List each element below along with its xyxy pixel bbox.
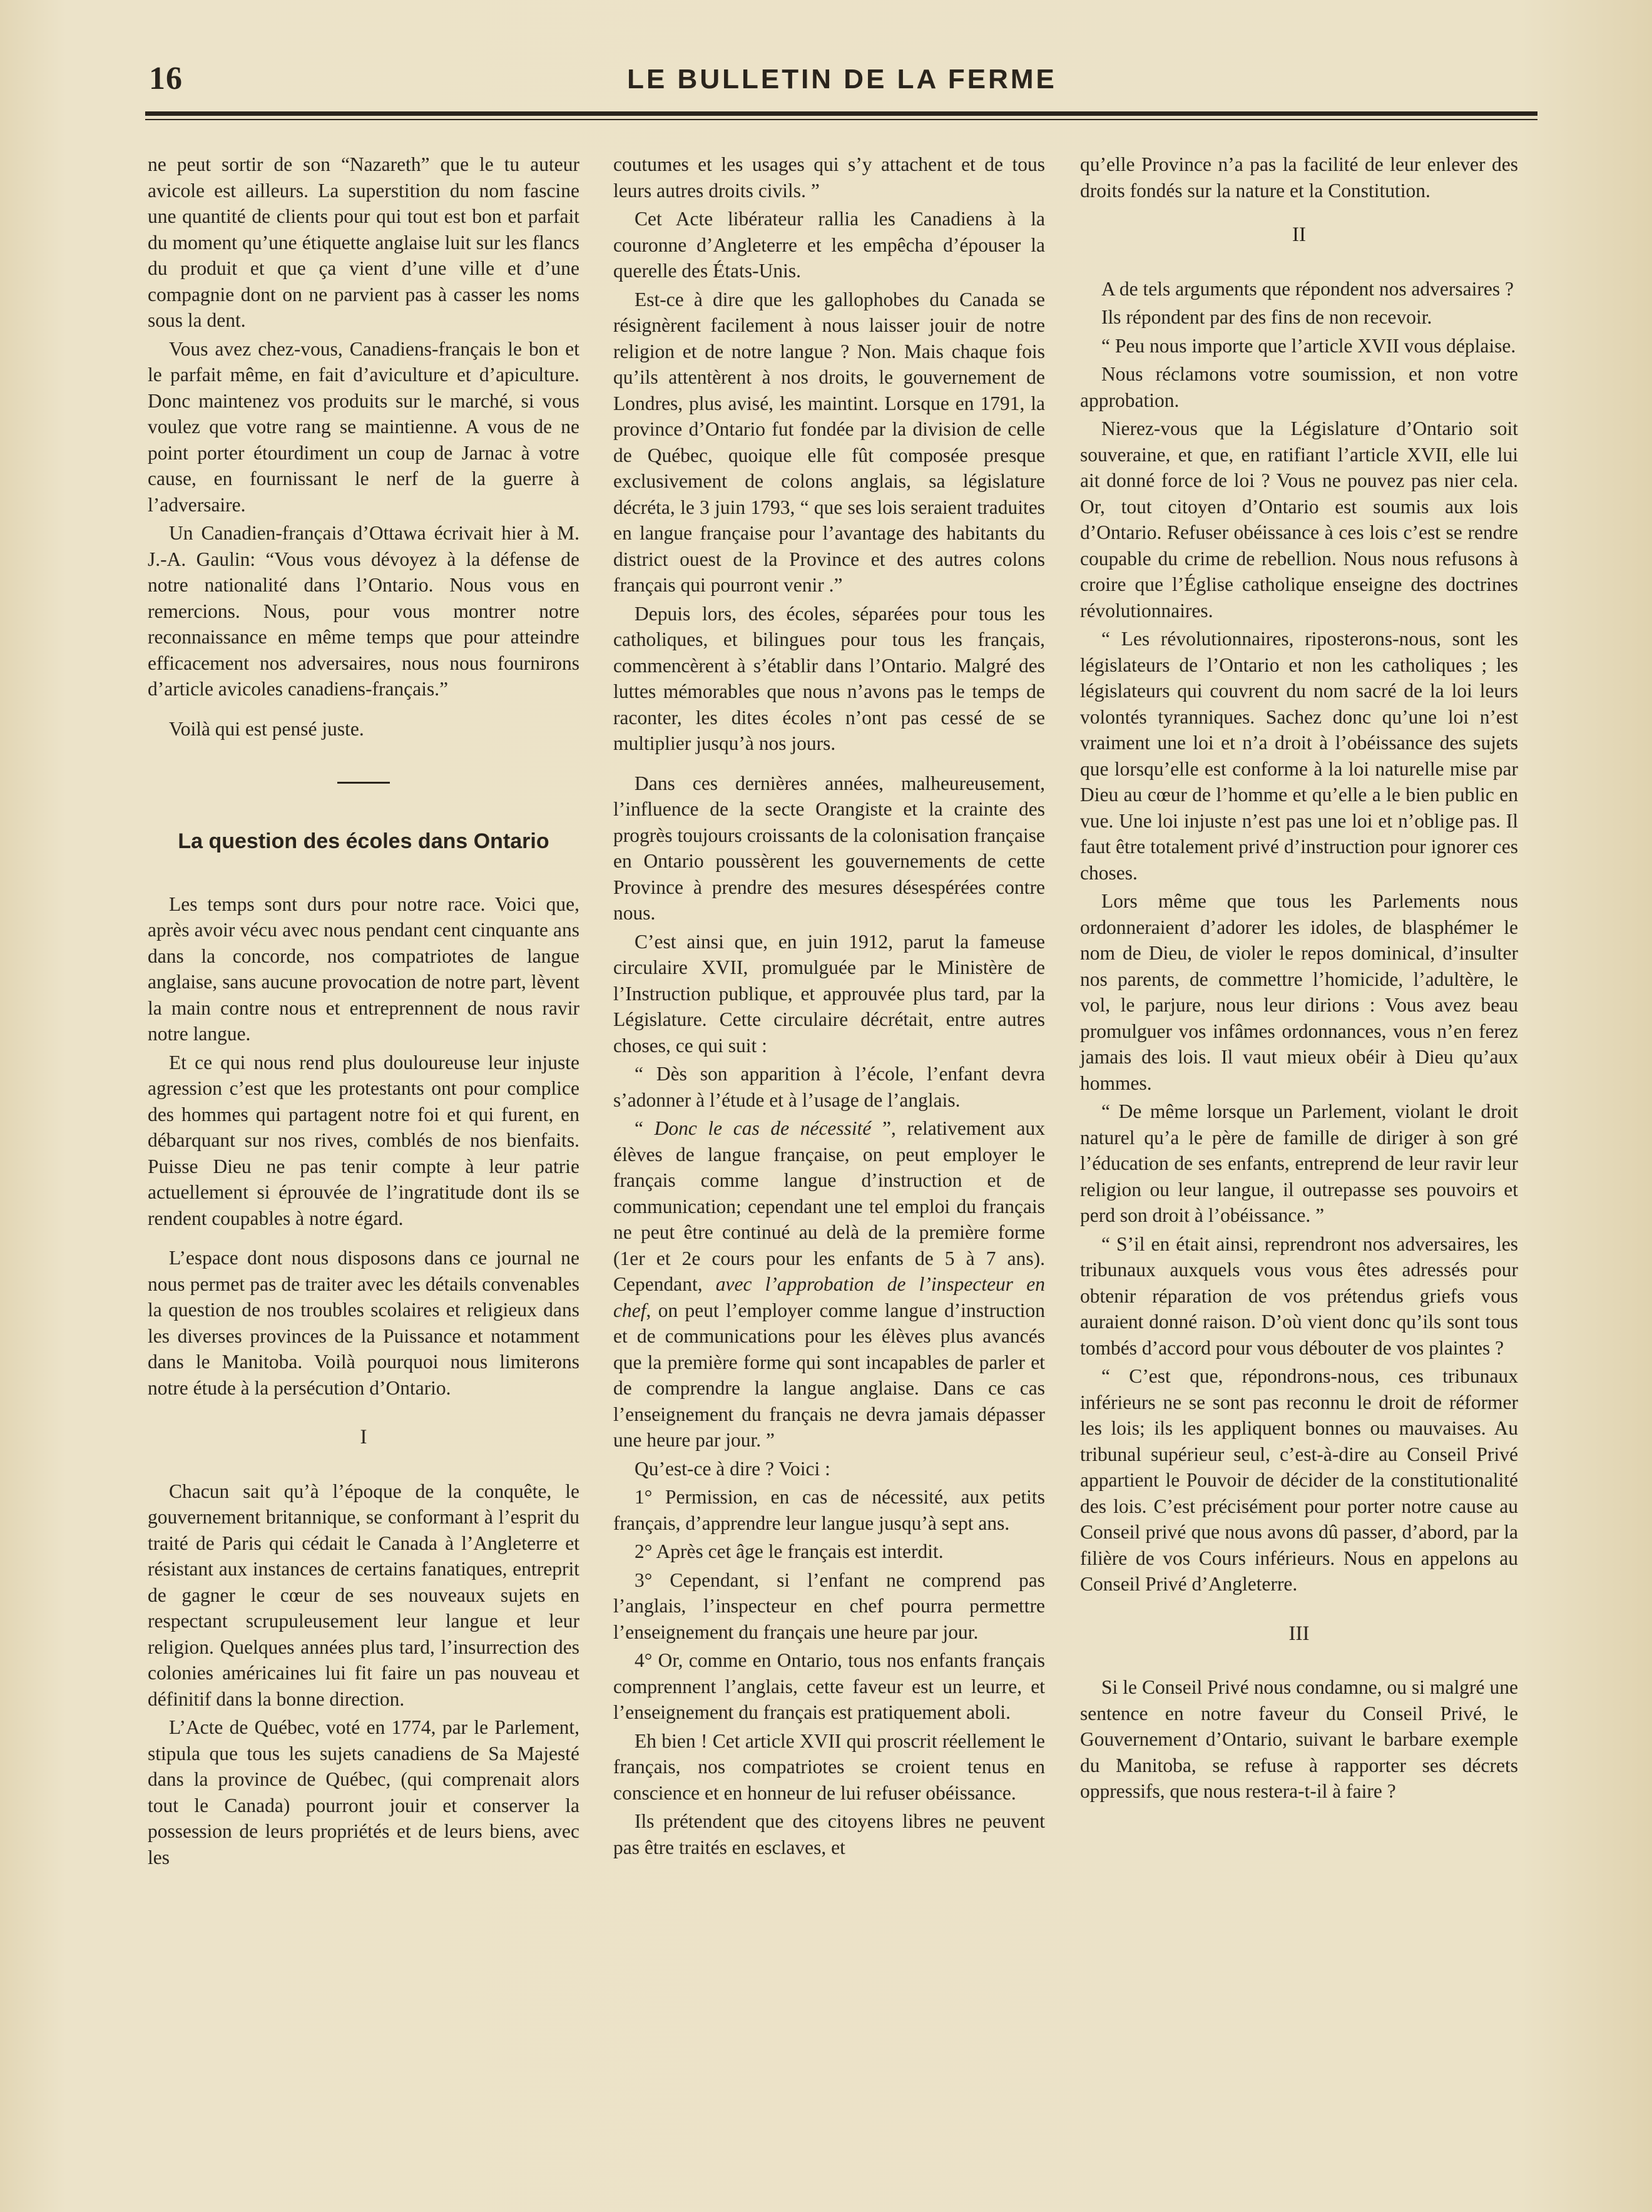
paragraph: Cet Acte libérateur rallia les Canadiens à la couronne d’Angleterre et les empêcha d’épouser la querelle des États-Unis. [613,208,1045,282]
text-column-2 [613,151,1045,1863]
header-rule-thin [145,119,1537,120]
paragraph: Nous réclamons votre soumission, et non votre approbation. [1080,363,1518,411]
running-head [149,60,1535,110]
paragraph: 3° Cependant, si l’enfant ne comprend pas l’anglais, l’inspecteur en chef pourra permettre l’enseignement du français une heure par jour. [613,1569,1045,1643]
paragraph: Nierez-vous que la Législature d’Ontario soit souveraine, et que, en ratifiant l’article XVII, elle lui ait donné force de loi ? Vous ne pouvez pas nier cela. Or, tout citoyen d’Ontario est soumis aux lois d’Ontario. Refuser obéissance à ces lois c’est se rendre coupable du crime de rebellion. Nous nous refusons à croire que l’Église catholique enseigne des doctrines révolutionnaires. [1080,417,1518,622]
text-column-3 [1080,151,1518,1807]
paragraph: 1° Permission, en cas de nécessité, aux petits français, d’apprendre leur langue jusqu’à sept ans. [613,1486,1045,1534]
publication-title: LE BULLETIN DE LA FERME [627,64,1057,95]
paragraph: Voilà qui est pensé juste. [169,717,364,740]
paragraph: C’est ainsi que, en juin 1912, parut la fameuse circulaire XVII, promulguée par le Ministère de l’Instruction publique, et approuvée plus tard, par la Législature. Cette circulaire décrétait, entre autres choses, ce qui suit : [613,930,1045,1057]
paragraph: coutumes et les usages qui s’y attachent et de tous leurs autres droits civils. ” [613,153,1045,202]
paragraph: A de tels arguments que répondent nos adversaires ? [1101,277,1514,300]
paragraph: Et ce qui nous rend plus douloureuse leur injuste agression c’est que les protestants ont pour complice des hommes qui partagent notre foi et qui furent, en débarquant sur nos rives, comblés de nos bienfaits. Puisse Dieu ne pas tenir compte à leur patrie actuellement si éprouvée de l’ingratitude dont ils se rendent coupables à notre égard. [148,1051,579,1229]
paragraph: “ Peu nous importe que l’article XVII vous déplaise. [1101,334,1516,357]
paragraph: “ C’est que, répondrons-nous, ces tribunaux inférieurs ne se sont pas reconnu le droit de réformer les lois; ils les appliquent bonnes ou mauvaises. Au tribunal supérieur seul, c’est-à-dire au Conseil Privé appartient le Pouvoir de décider de la constitutionalité des lois. C’est précisément pour porter notre cause au Conseil privé que nous avons dû passer, d’abord, par la filière de vos Cours inférieurs. Nous en appelons au Conseil Privé d’Angleterre. [1080,1365,1518,1595]
paragraph: 4° Or, comme en Ontario, tous nos enfants français comprennent l’anglais, cette faveur est un leurre, et l’enseignement du français est pratiquement aboli. [613,1649,1045,1723]
paragraph: “ Donc le cas de nécessité ”, relativement aux élèves de langue française, on peut employer le français comme langue d’instruction et de communication; cependant une tel emploi du français ne peut être continué au delà de la première forme (1er et 2e cours pour les enfants de 5 à 7 ans). Cependant, avec l’approbation de l’inspecteur en chef, on peut l’employer comme langue d’instruction et de communications pour les élèves plus avancés que la première forme qui sont incapables de parler et de comprendre la langue anglaise. Dans ce cas l’enseignement du français ne devra jamais dépasser une heure par jour. ” [613,1117,1045,1451]
section-numeral: I [360,1426,367,1448]
paragraph: L’Acte de Québec, voté en 1774, par le Parlement, stipula que tous les sujets canadiens de Sa Majesté dans la province de Québec, (qui comprenait alors tout le Canada) pourront jouir et conserver la possession de leurs propriétés et de leurs biens, avec les [148,1716,579,1868]
paragraph: ne peut sortir de son “Nazareth” que le tu auteur avicole est ailleurs. La superstition du nom fascine une quantité de clients pour qui tout est bon et parfait du moment qu’une étiquette anglaise luit sur les flancs du produit et que ça vient d’une ville et d’une compagnie dont on ne parvient pas à casser les noms sous la dent. [148,153,579,331]
paragraph: L’espace dont nous disposons dans ce journal ne nous permet pas de traiter avec les détails convenables la question de nos troubles scolaires et religieux dans les diverses provinces de la Puissance et notamment dans le Manitoba. Voilà pourquoi nous limiterons notre étude à la persécution d’Ontario. [148,1247,579,1399]
paragraph: “ Les révolutionnaires, riposterons-nous, sont les législateurs de l’Ontario et non les catholiques ; les législateurs qui couvrent du nom sacré de la loi leurs volontés tyranniques. Sachez donc qu’une loi n’est vraiment une loi et n’a droit à l’obéissance des sujets que lorsqu’elle est conforme à la loi naturelle mise par Dieu au cœur de l’homme et qu’elle a le bien public en vue. Une loi injuste n’est pas une loi et n’oblige pas. Il faut être totalement privé d’instruction pour ignorer ces choses. [1080,628,1518,884]
paragraph: Vous avez chez-vous, Canadiens-français le bon et le parfait même, en fait d’aviculture et d’apiculture. Donc maintenez vos produits sur le marché, si vous voulez que votre rang se maintienne. A vous de ne point porter étourdiment un coup de Jarnac à votre cause, en fournissant le nerf de la guerre à l’adversaire. [148,337,579,516]
paragraph: Dans ces dernières années, malheureusement, l’influence de la secte Orangiste et la crainte des progrès toujours croissants de la colonisation française en Ontario poussèrent les gouvernements de cette Province à prendre des mesures désespérées contre nous. [613,772,1045,924]
section-divider [337,782,390,784]
paragraph: Si le Conseil Privé nous condamne, ou si malgré une sentence en notre faveur du Conseil Privé, le Gouvernement d’Ontario, suivant le barbare exemple du Manitoba, se refuse à rapporter ses décrets oppressifs, que nous restera-t-il à faire ? [1080,1676,1518,1802]
paragraph: “ De même lorsque un Parlement, violant le droit naturel qu’a le père de famille de diriger à son gré l’éducation de ses enfants, entreprend de leur ravir leur religion ou leur langue, il outrepasse ses pouvoirs et perd son droit à l’obéissance. ” [1080,1100,1518,1226]
article-headline: La question des écoles dans Ontario [178,829,549,853]
paragraph: Est-ce à dire que les gallophobes du Canada se résignèrent facilement à nous laisser jouir de notre religion et de notre langue ? Non. Mais chaque fois qu’ils attentèrent à nos droits, le gouvernement de Londres, plus avisé, les maintint. Lorsque en 1791, la province d’Ontario fut fondée par la division de celle de Québec, quoique elle fût composée presque exclusivement de colons anglais, sa législature décréta, le 3 juin 1793, “ que ses lois seraient traduites en langue française pour l’avantage des habitants du district ouest de la Province et des autres colons français qui pourront venir .” [613,288,1045,596]
paragraph: Depuis lors, des écoles, séparées pour tous les catholiques, et bilingues pour tous les français, commencèrent à s’établir dans l’Ontario. Malgré des luttes mémorables que nous n’avons pas le temps de raconter, les dites écoles n’ont pas cessé de se multiplier jusqu’à nos jours. [613,602,1045,754]
paragraph: Les temps sont durs pour notre race. Voici que, après avoir vécu avec nous pendant cent cinquante ans dans la concorde, nos compatriotes de langue anglaise, sans aucune provocation de notre part, lèvent la main contre nous et entreprennent de nous ravir notre langue. [148,893,579,1045]
paragraph: Ils répondent par des fins de non recevoir. [1101,306,1432,328]
paragraph: Lors même que tous les Parlements nous ordonneraient d’adorer les idoles, de blasphémer le nom de Dieu, de violer le repos dominical, d’insulter nos parents, de commettre l’homicide, l’adultère, le vol, le parjure, nous leur dirions : Vous avez beau promulguer vos infâmes ordonnances, vous n’en ferez jamais des lois. Il vaut mieux obéir à Dieu qu’aux hommes. [1080,890,1518,1094]
paragraph: Chacun sait qu’à l’époque de la conquête, le gouvernement britannique, se conformant à l’esprit du traité de Paris qui cédait le Canada à l’Angleterre et résistant aux instances de certains fanatiques, entreprit de gagner le cœur de ses nouveaux sujets en respectant scrupuleusement leur langue et leur religion. Quelques années plus tard, l’insurrection des colonies américaines lui fit faire un pas nouveau et définitif dans la bonne direction. [148,1480,579,1710]
paragraph: Qu’est-ce à dire ? Voici : [635,1457,830,1480]
paragraph: Ils prétendent que des citoyens libres ne peuvent pas être traités en esclaves, et [613,1810,1045,1858]
section-numeral: III [1288,1622,1310,1645]
paragraph: Eh bien ! Cet article XVII qui proscrit réellement le français, nos compatriotes se croient tenus en conscience et en honneur de lui refuser obéissance. [613,1729,1045,1804]
paragraph: “ Dès son apparition à l’école, l’enfant devra s’adonner à l’étude et à l’usage de l’anglais. [613,1063,1045,1111]
paragraph: qu’elle Province n’a pas la facilité de leur enlever des droits fondés sur la nature et la Constitution. [1080,153,1518,202]
page-number: 16 [149,61,183,96]
paragraph: “ S’il en était ainsi, reprendront nos adversaires, les tribunaux auxquels vous vous êtes adressés pour obtenir réparation de vos prétendus griefs vous auraient donné raison. D’où vient donc qu’ils sont tous tombés d’accord pour vous débouter de vos plaintes ? [1080,1232,1518,1359]
header-rule-thick [145,111,1537,116]
section-numeral: II [1292,223,1306,246]
text-column-1 [148,151,579,1873]
paragraph: Un Canadien-français d’Ottawa écrivait hier à M. J.-A. Gaulin: “Vous vous dévoyez à la défense de notre nationalité dans l’Ontario. Nous vous en remercions. Nous, pour vous montrer notre reconnaissance en même temps que pour atteindre efficacement nos adversaires, nous nous fournirons d’article avicoles canadiens-français.” [148,522,579,700]
paragraph: 2° Après cet âge le français est interdit. [635,1540,944,1562]
